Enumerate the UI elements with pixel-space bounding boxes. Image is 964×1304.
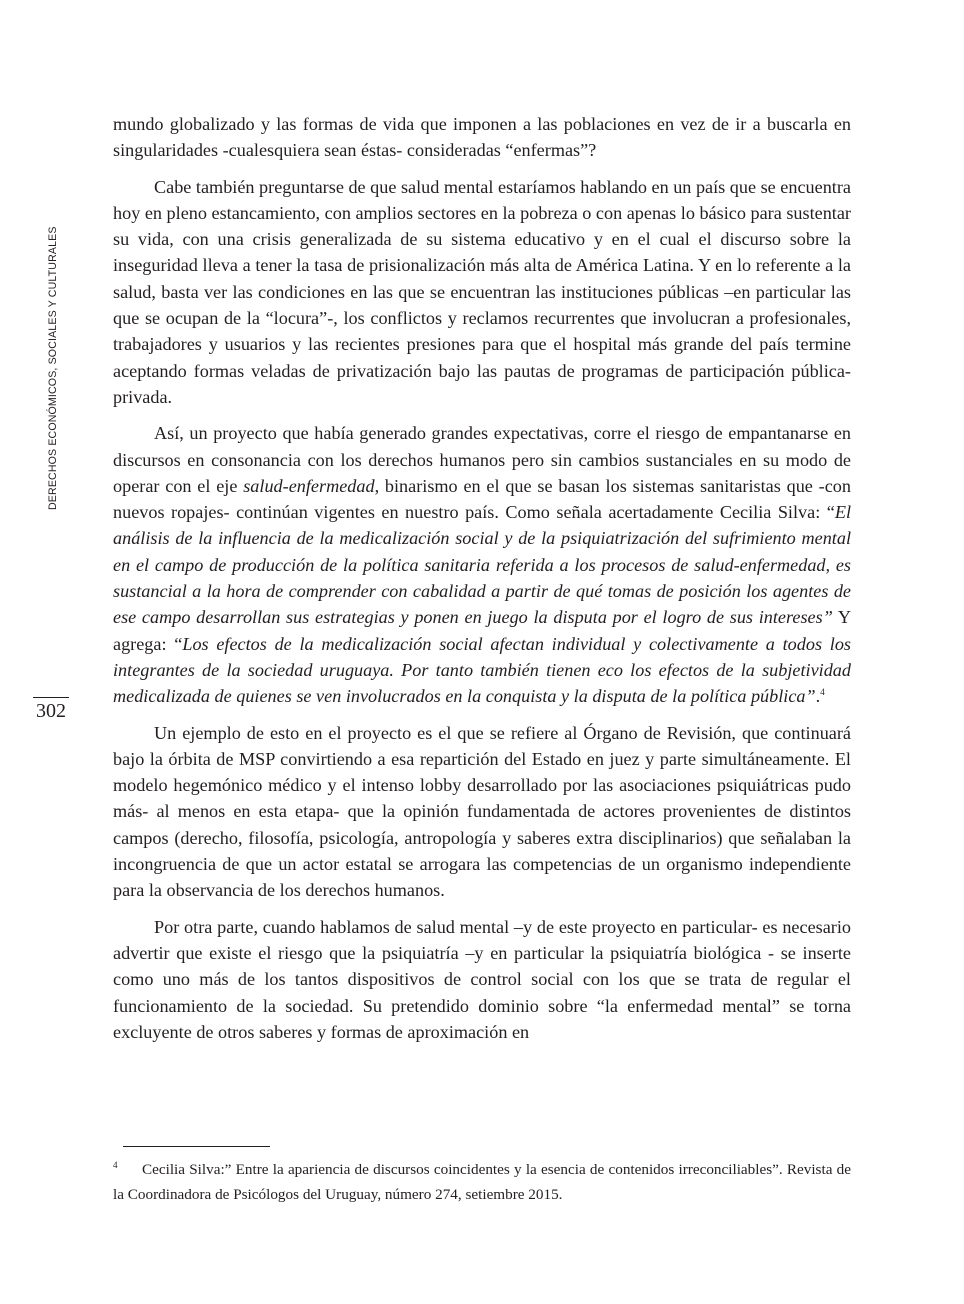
paragraph-3-text-3: Y agrega: “ (113, 607, 851, 654)
paragraph-3-text-1: Así, un proyecto que había generado grandes expectativas, corre el riesgo de empantanarse en discursos en consonancia con los derechos humanos pero sin cambios sustanciales en su modo de operar con el eje (113, 423, 851, 496)
paragraph-1: mundo globalizado y las formas de vida que imponen a las poblaciones en vez de ir a buscarla en singularidades -cualesquiera sean éstas- consideradas “enfermas”? (113, 114, 851, 161)
paragraph-5: Por otra parte, cuando hablamos de salud mental –y de este proyecto en particular- es necesario advertir que existe el riesgo que la psiquiatría –y en particular la psiquiatría biológica - se inserte como uno más de los tantos dispositivos de control social con los que se trata de regular el funcionamiento de la sociedad. Su pretendido dominio sobre “la enfermedad mental” se torna excluyente de otros saberes y formas de aproximación en (113, 916, 851, 1042)
quote-1: El análisis de la influencia de la medicalización social y de la psiquiatrización del sufrimiento mental en el campo de producción de la política sanitaria referida a los procesos de salud-enfermedad, es sustancial a la hora de comprender con cabalidad a partir de qué tomas de posición los agentes de ese campo desarrollan sus estrategias y ponen en juego la disputa por el logro de sus intereses” (113, 502, 851, 628)
paragraph-3-text-2: , binarismo en el que se basan los sistemas sanitaristas que -con nuevos ropajes- continúan vigentes en nuestro país. Como señala acertadamente Cecilia Silva: “ (113, 475, 851, 523)
paragraph-2: Cabe también preguntarse de que salud mental estaríamos hablando en un país que se encuentra hoy en pleno estancamiento, con amplios sectores en la pobreza o con apenas lo básico para sustentar su vida, con una crisis generalizada de su sistema educativo y en el cual el discurso sobre la inseguridad lleva a tener la tasa de prisionalización más alta de América Latina. Y en lo referente a la salud, basta ver las condiciones en las que se encuentran las instituciones públicas –en particular las que se ocupan de la “locura”-, los conflictos y reclamos recurrentes que involucran a profesionales, trabajadores y usuarios y las recientes presiones para que el hospital más grande del país termine aceptando formas veladas de privatización bajo las pautas de programas de participación pública-privada. (113, 176, 851, 407)
paragraph-3 (113, 420, 851, 709)
quote-2: Los efectos de la medicalización social afectan individual y colectivamente a todos los integrantes de la sociedad uruguaya. Por tanto también tienen eco los efectos de la subjetividad medicalizada de quienes se ven involucrados en la conquista y la disputa de la política pública” (113, 633, 851, 707)
footnote (113, 1153, 851, 1207)
page-number: 302 (33, 697, 69, 722)
paragraph-3-text-4: . (815, 686, 821, 707)
body-text (113, 111, 851, 1055)
footnote-text: Cecilia Silva:” Entre la apariencia de discursos coincidentes y la esencia de contenidos irreconciliables”. Revista de la Coordinadora de Psicólogos del Uruguay, número 274, setiembre 2015. (113, 1161, 851, 1203)
running-header: DERECHOS ECONÓMICOS, SOCIALES Y CULTURALES (47, 226, 59, 510)
footnote-reference[interactable]: 4 (820, 687, 825, 698)
paragraph-4: Un ejemplo de esto en el proyecto es el que se refiere al Órgano de Revisión, que continuará bajo la órbita de MSP convirtiendo a esa repartición del Estado en juez y parte simultáneamente. El modelo hegemónico médico y el intenso lobby desarrollado por las asociaciones psiquiátricas pudo más- al menos en esta etapa- que la opinión fundamentada de actores provenientes de distintos campos (derecho, filosofía, psicología, antropología y saberes extra disciplinarios) que señalaban la incongruencia de que un actor estatal se arrogara las competencias de un organismo independiente para la observancia de los derechos humanos. (113, 722, 851, 901)
footnote-divider (123, 1146, 270, 1147)
paragraph-3-italic-1: salud-enfermedad (243, 475, 375, 496)
footnote-marker: 4 (113, 1160, 118, 1170)
